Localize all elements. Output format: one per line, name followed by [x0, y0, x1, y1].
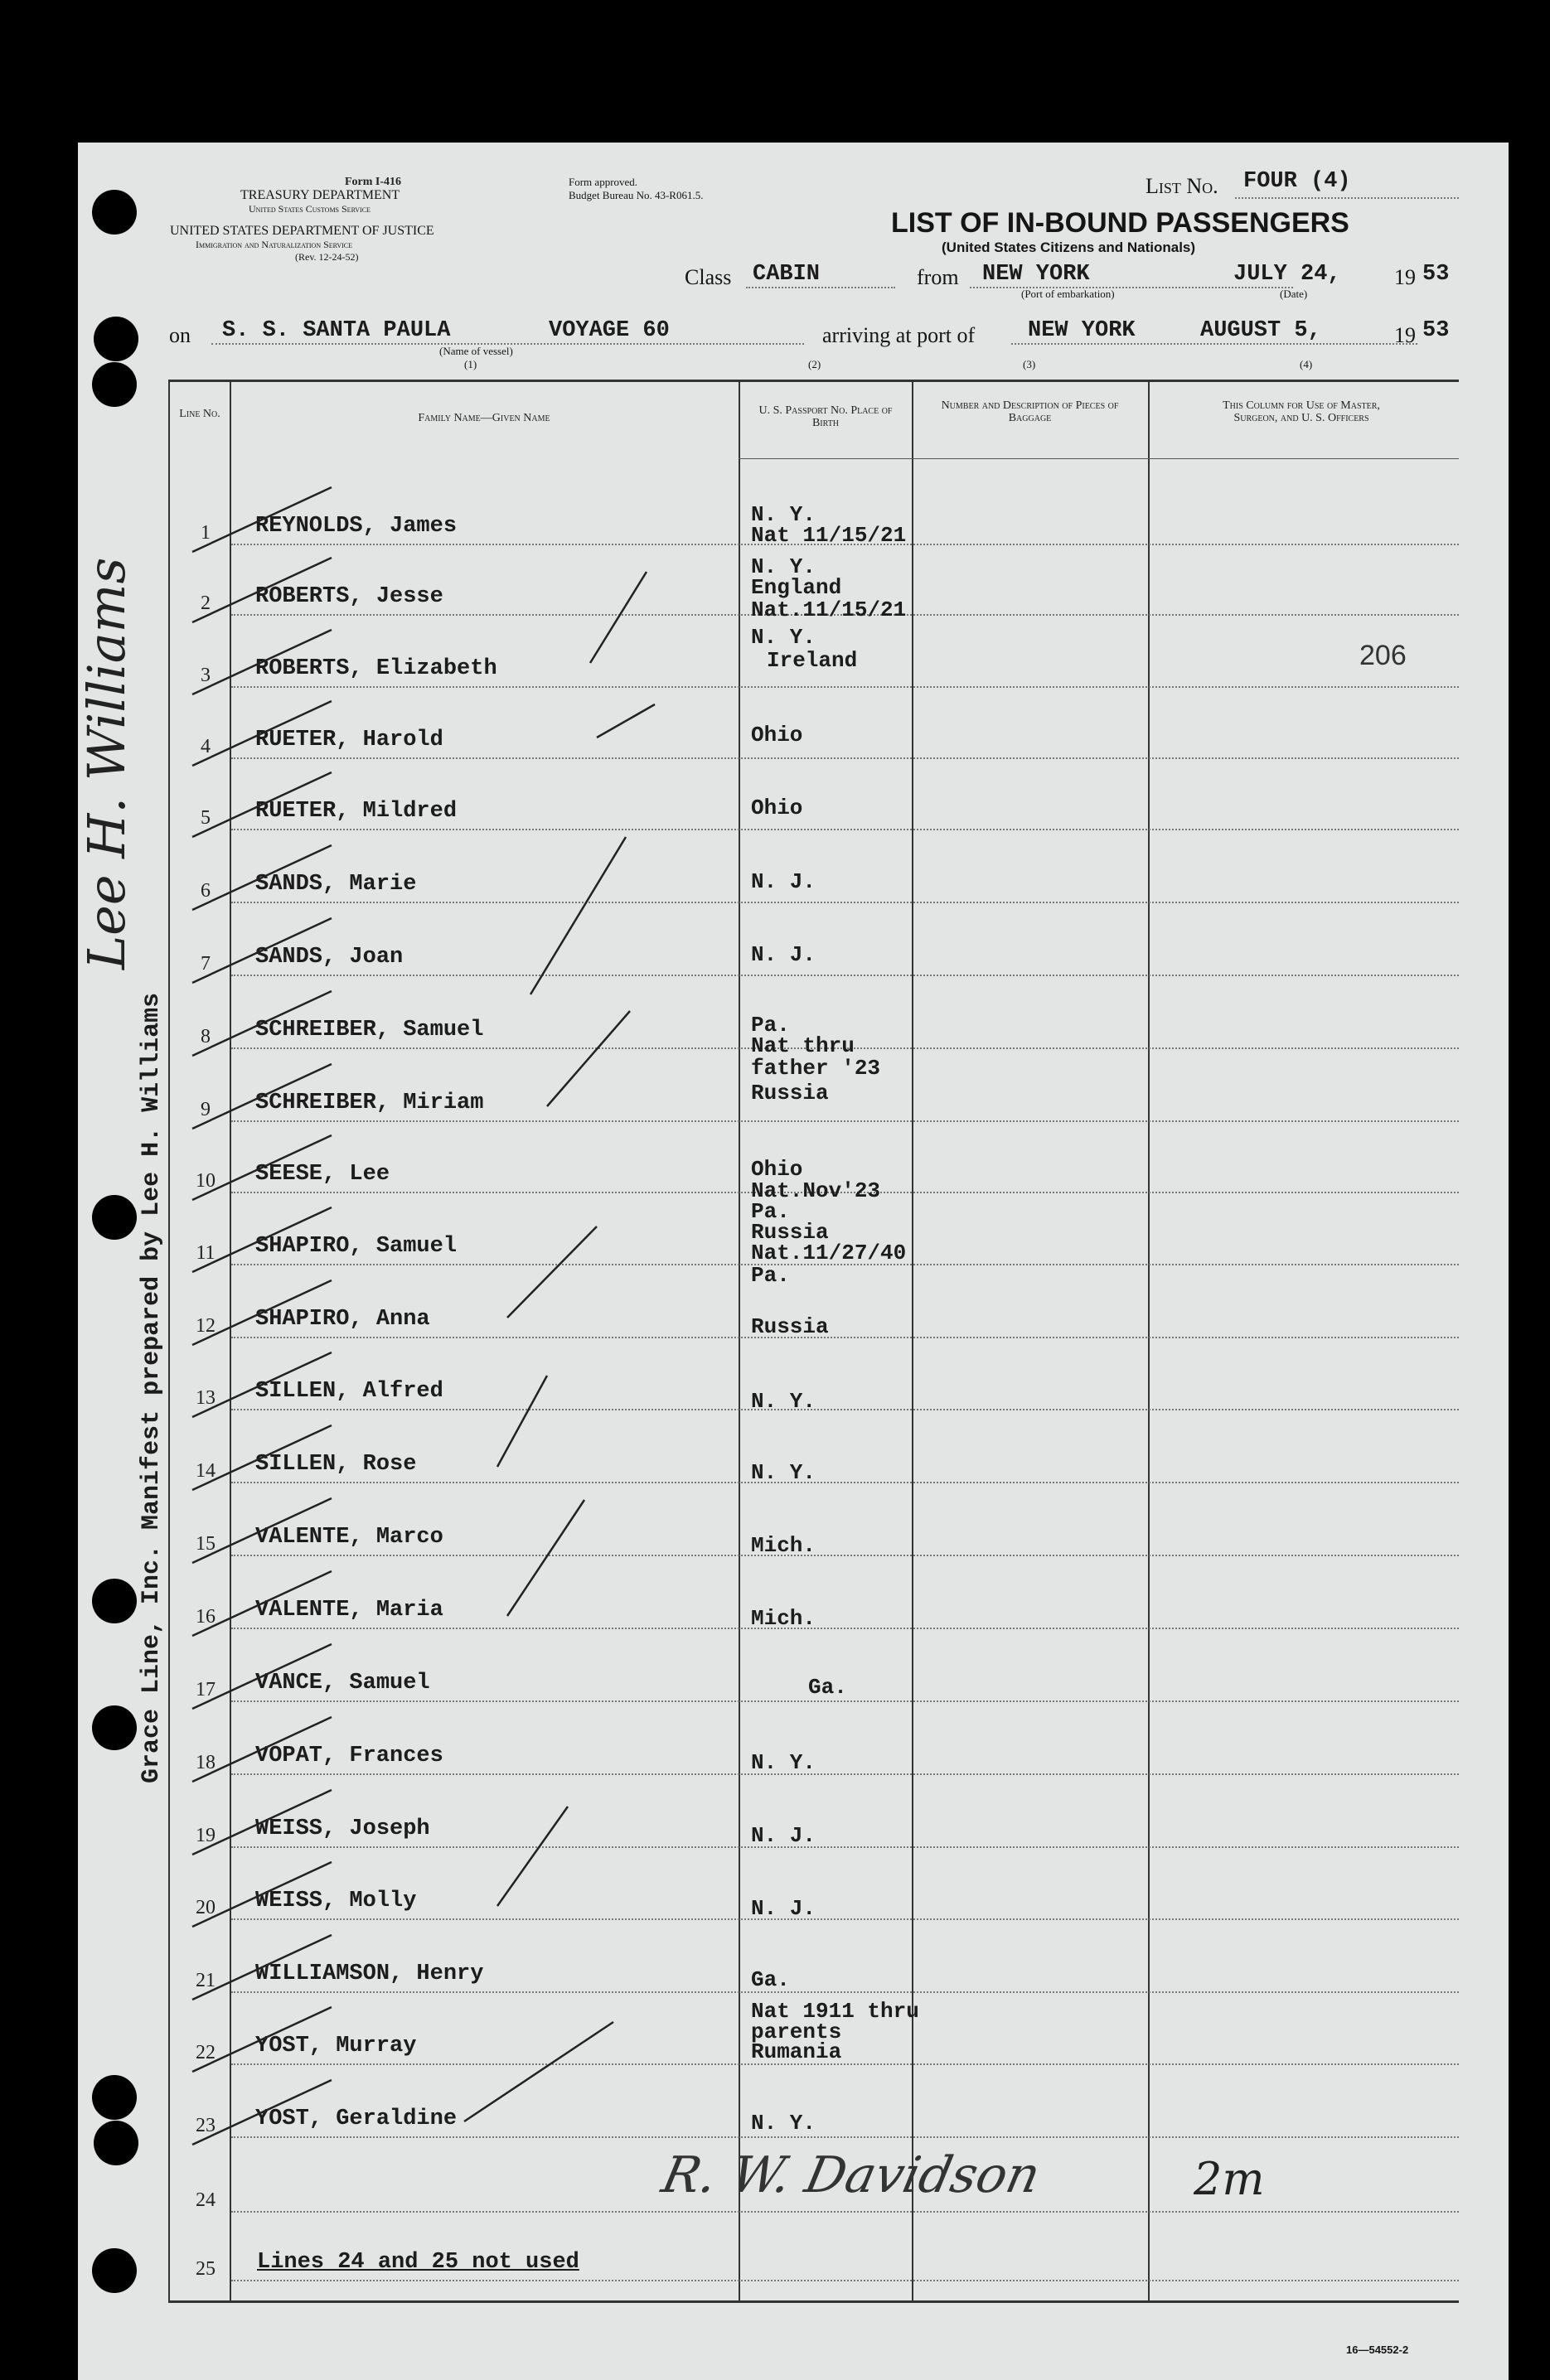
birth-entry: parents [751, 2020, 842, 2044]
table-bottom-border [168, 2300, 1459, 2303]
birth-entry: Nat thru [751, 1033, 855, 1058]
line-number: 8 [201, 1026, 211, 1047]
from-label: from [917, 265, 959, 289]
list-no-label: List No. [1146, 174, 1218, 198]
col-header-officers: This Column for Use of Master, Surgeon, and U. S. Officers [1223, 399, 1380, 424]
row-rule [231, 1846, 1459, 1848]
row-rule [231, 975, 1459, 976]
voyage-number: VOYAGE 60 [549, 318, 670, 343]
caption-3: (3) [1023, 358, 1036, 370]
row-rule [231, 2063, 1459, 2065]
table-header-rule [739, 458, 1459, 459]
birth-entry: Russia [751, 1314, 829, 1339]
birth-entry: Russia [751, 1081, 829, 1105]
from-year-prefix: 19 [1394, 265, 1416, 289]
row-rule [231, 1337, 1459, 1338]
row-rule [231, 1409, 1459, 1410]
row-rule [231, 902, 1459, 903]
passenger-name: YOST, Geraldine [255, 2107, 458, 2131]
col-divider-baggage [1148, 380, 1150, 2300]
passenger-name: VOPAT, Frances [255, 1744, 443, 1768]
signature-bottom: R. W. Davidson [656, 2146, 1046, 2204]
line-number: 24 [196, 2189, 216, 2211]
treasury-dept: TREASURY DEPARTMENT [240, 188, 400, 202]
passenger-name: ROBERTS, Jesse [255, 584, 443, 609]
line-number: 11 [196, 1242, 216, 1264]
row-rule [231, 1628, 1459, 1629]
birth-entry: N. J. [751, 1823, 816, 1848]
line-number: 10 [196, 1170, 216, 1192]
vessel-name: S. S. SANTA PAULA [222, 318, 451, 343]
line-number: 13 [196, 1387, 216, 1409]
col-divider-line [230, 380, 231, 2300]
page-subtitle: (United States Citizens and Nationals) [942, 239, 1196, 255]
col-header-baggage: Number and Description of Pieces of Baggage [941, 399, 1119, 424]
row-rule [231, 1700, 1459, 1702]
approval-line1: Form approved. [569, 176, 638, 188]
line-number: 12 [196, 1315, 216, 1337]
birth-entry: Rumania [751, 2039, 842, 2064]
line-number: 9 [201, 1099, 211, 1120]
officer-note: 206 [1359, 640, 1407, 671]
from-date: JULY 24, [1233, 262, 1341, 287]
passenger-name: SHAPIRO, Samuel [255, 1234, 458, 1259]
from-line [970, 287, 1293, 288]
col-header-line-no: Line No. [179, 408, 220, 420]
passenger-name: SCHREIBER, Samuel [255, 1018, 484, 1042]
list-no-value: FOUR (4) [1243, 169, 1351, 194]
arrival-year-prefix: 19 [1394, 323, 1416, 347]
birth-entry: N. Y. [751, 1750, 816, 1775]
passenger-name: VANCE, Samuel [255, 1671, 430, 1696]
birth-entry: father '23 [751, 1056, 881, 1081]
line-number: 25 [196, 2258, 216, 2280]
caption-4: (4) [1300, 358, 1313, 370]
arrival-year: 53 [1422, 318, 1450, 343]
passenger-name: SEESE, Lee [255, 1162, 390, 1187]
row-rule [231, 1991, 1459, 1993]
table-left-border [168, 380, 170, 2300]
birth-entry: Russia [751, 1220, 829, 1245]
line-number: 4 [201, 736, 211, 757]
passenger-name: VALENTE, Marco [255, 1525, 443, 1550]
class-value: CABIN [753, 262, 821, 287]
row-rule [231, 2136, 1459, 2138]
birth-entry: Ohio [751, 1157, 803, 1182]
row-rule [231, 1482, 1459, 1483]
birth-entry: Pa. [751, 1199, 790, 1224]
row-rule [231, 686, 1459, 688]
birth-entry: N. Y. [751, 1460, 816, 1485]
passenger-name: RUETER, Harold [255, 728, 443, 752]
customs-service: United States Customs Service [249, 203, 371, 215]
line-number: 19 [196, 1825, 216, 1846]
birth-entry: Mich. [751, 1533, 816, 1558]
margin-signature: Lee H. Williams [76, 557, 137, 970]
arrival-date: AUGUST 5, [1200, 318, 1321, 343]
row-rule [231, 1120, 1459, 1122]
passenger-name: SANDS, Joan [255, 945, 404, 970]
punch-hole [92, 1705, 137, 1750]
caption-2: (2) [808, 358, 821, 370]
punch-hole [92, 1195, 137, 1240]
initials: 2m [1194, 2153, 1265, 2205]
on-label: on [169, 323, 191, 347]
vessel-caption: (Name of vessel) [439, 345, 513, 357]
line-number: 16 [196, 1606, 216, 1628]
passenger-name: SILLEN, Alfred [255, 1379, 443, 1404]
row-rule [231, 829, 1459, 830]
birth-entry: N. Y. [751, 554, 816, 579]
line-number: 22 [196, 2042, 216, 2063]
birth-entry: Pa. [751, 1013, 790, 1038]
line-number: 5 [201, 807, 211, 829]
birth-entry: Ga. [808, 1675, 847, 1700]
birth-entry: Ohio [751, 796, 803, 820]
row-rule [231, 757, 1459, 759]
from-year: 53 [1422, 262, 1450, 287]
birth-entry: N. J. [751, 1896, 816, 1921]
passenger-name: REYNOLDS, James [255, 514, 458, 539]
margin-typed-text: Grace Line, Inc. Manifest prepared by Lee H. Williams [138, 992, 166, 1783]
arrival-port: NEW YORK [1028, 318, 1136, 343]
birth-entry: Ohio [751, 723, 803, 747]
birth-entry: Ireland [767, 648, 858, 673]
punch-hole [92, 190, 137, 235]
punch-hole [94, 2121, 138, 2165]
row-rule [231, 2211, 1459, 2213]
line-number: 18 [196, 1752, 216, 1773]
form-number: Form I-416 [344, 176, 402, 188]
page-title: LIST OF IN-BOUND PASSENGERS [891, 207, 1349, 239]
punch-hole [92, 1579, 137, 1623]
line-number: 6 [201, 880, 211, 902]
birth-entry: England [751, 575, 842, 600]
from-caption: (Port of embarkation) [1021, 288, 1115, 300]
form-code: 16—54552-2 [1346, 2344, 1409, 2356]
punch-hole [94, 317, 138, 361]
birth-entry: N. Y. [751, 502, 816, 527]
passenger-name: YOST, Murray [255, 2034, 417, 2058]
passenger-name: WILLIAMSON, Henry [255, 1962, 484, 1986]
col-header-passport: U. S. Passport No. Place of Birth [758, 404, 893, 429]
row-rule [231, 1918, 1459, 1920]
passenger-name: SHAPIRO, Anna [255, 1307, 430, 1332]
line-number: 2 [201, 593, 211, 614]
line-number: 3 [201, 665, 211, 686]
passenger-name: ROBERTS, Elizabeth [255, 656, 497, 681]
punch-hole [92, 2248, 137, 2293]
col-divider-name [739, 380, 740, 2300]
birth-entry: N. J. [751, 869, 816, 894]
birth-entry: N. J. [751, 942, 816, 967]
passenger-name: WEISS, Joseph [255, 1816, 430, 1841]
passenger-name: SANDS, Marie [255, 872, 417, 897]
date-caption: (Date) [1280, 288, 1308, 300]
arrival-port-line [1011, 343, 1417, 345]
birth-entry: Nat.11/27/40 [751, 1241, 907, 1265]
passenger-name: WEISS, Molly [255, 1889, 417, 1913]
line-number: 14 [196, 1460, 216, 1482]
approval-line2: Budget Bureau No. 43-R061.5. [569, 189, 704, 201]
list-no-line [1235, 197, 1459, 199]
passenger-name: SCHREIBER, Miriam [255, 1091, 484, 1115]
passenger-name: VALENTE, Maria [255, 1598, 443, 1623]
row-rule [231, 1555, 1459, 1556]
birth-entry: N. Y. [751, 2111, 816, 2136]
line-number: 20 [196, 1897, 216, 1918]
row-rule [231, 1773, 1459, 1775]
passenger-name: Lines 24 and 25 not used [257, 2250, 579, 2275]
birth-entry: Nat 11/15/21 [751, 523, 907, 548]
revision: (Rev. 12-24-52) [295, 251, 359, 263]
birth-entry: N. Y. [751, 625, 816, 650]
punch-hole [92, 362, 137, 407]
birth-entry: Pa. [751, 1263, 790, 1288]
punch-hole [92, 2075, 137, 2120]
table-top-border [168, 380, 1459, 382]
class-label: Class [685, 265, 732, 289]
line-number: 1 [201, 522, 211, 544]
caption-1: (1) [464, 358, 477, 370]
passenger-name: SILLEN, Rose [255, 1452, 417, 1477]
birth-entry: N. Y. [751, 1389, 816, 1414]
line-number: 17 [196, 1679, 216, 1700]
class-line [746, 287, 895, 288]
ins-service: Immigration and Naturalization Service [196, 239, 353, 250]
birth-entry: Mich. [751, 1606, 816, 1631]
col-header-name: Family Name—Given Name [418, 412, 550, 424]
line-number: 15 [196, 1533, 216, 1555]
birth-entry: Ga. [751, 1967, 790, 1992]
line-number: 21 [196, 1970, 216, 1991]
line-number: 23 [196, 2115, 216, 2136]
from-value: NEW YORK [982, 262, 1090, 287]
row-rule [231, 2280, 1459, 2281]
passenger-name: RUETER, Mildred [255, 799, 458, 824]
line-number: 7 [201, 953, 211, 975]
birth-entry: Nat.11/15/21 [751, 597, 907, 622]
birth-entry: Nat.Nov'23 [751, 1178, 881, 1203]
birth-entry: Nat 1911 thru [751, 1999, 919, 2024]
justice-dept: UNITED STATES DEPARTMENT OF JUSTICE [170, 224, 434, 238]
arriving-label: arriving at port of [822, 323, 976, 347]
